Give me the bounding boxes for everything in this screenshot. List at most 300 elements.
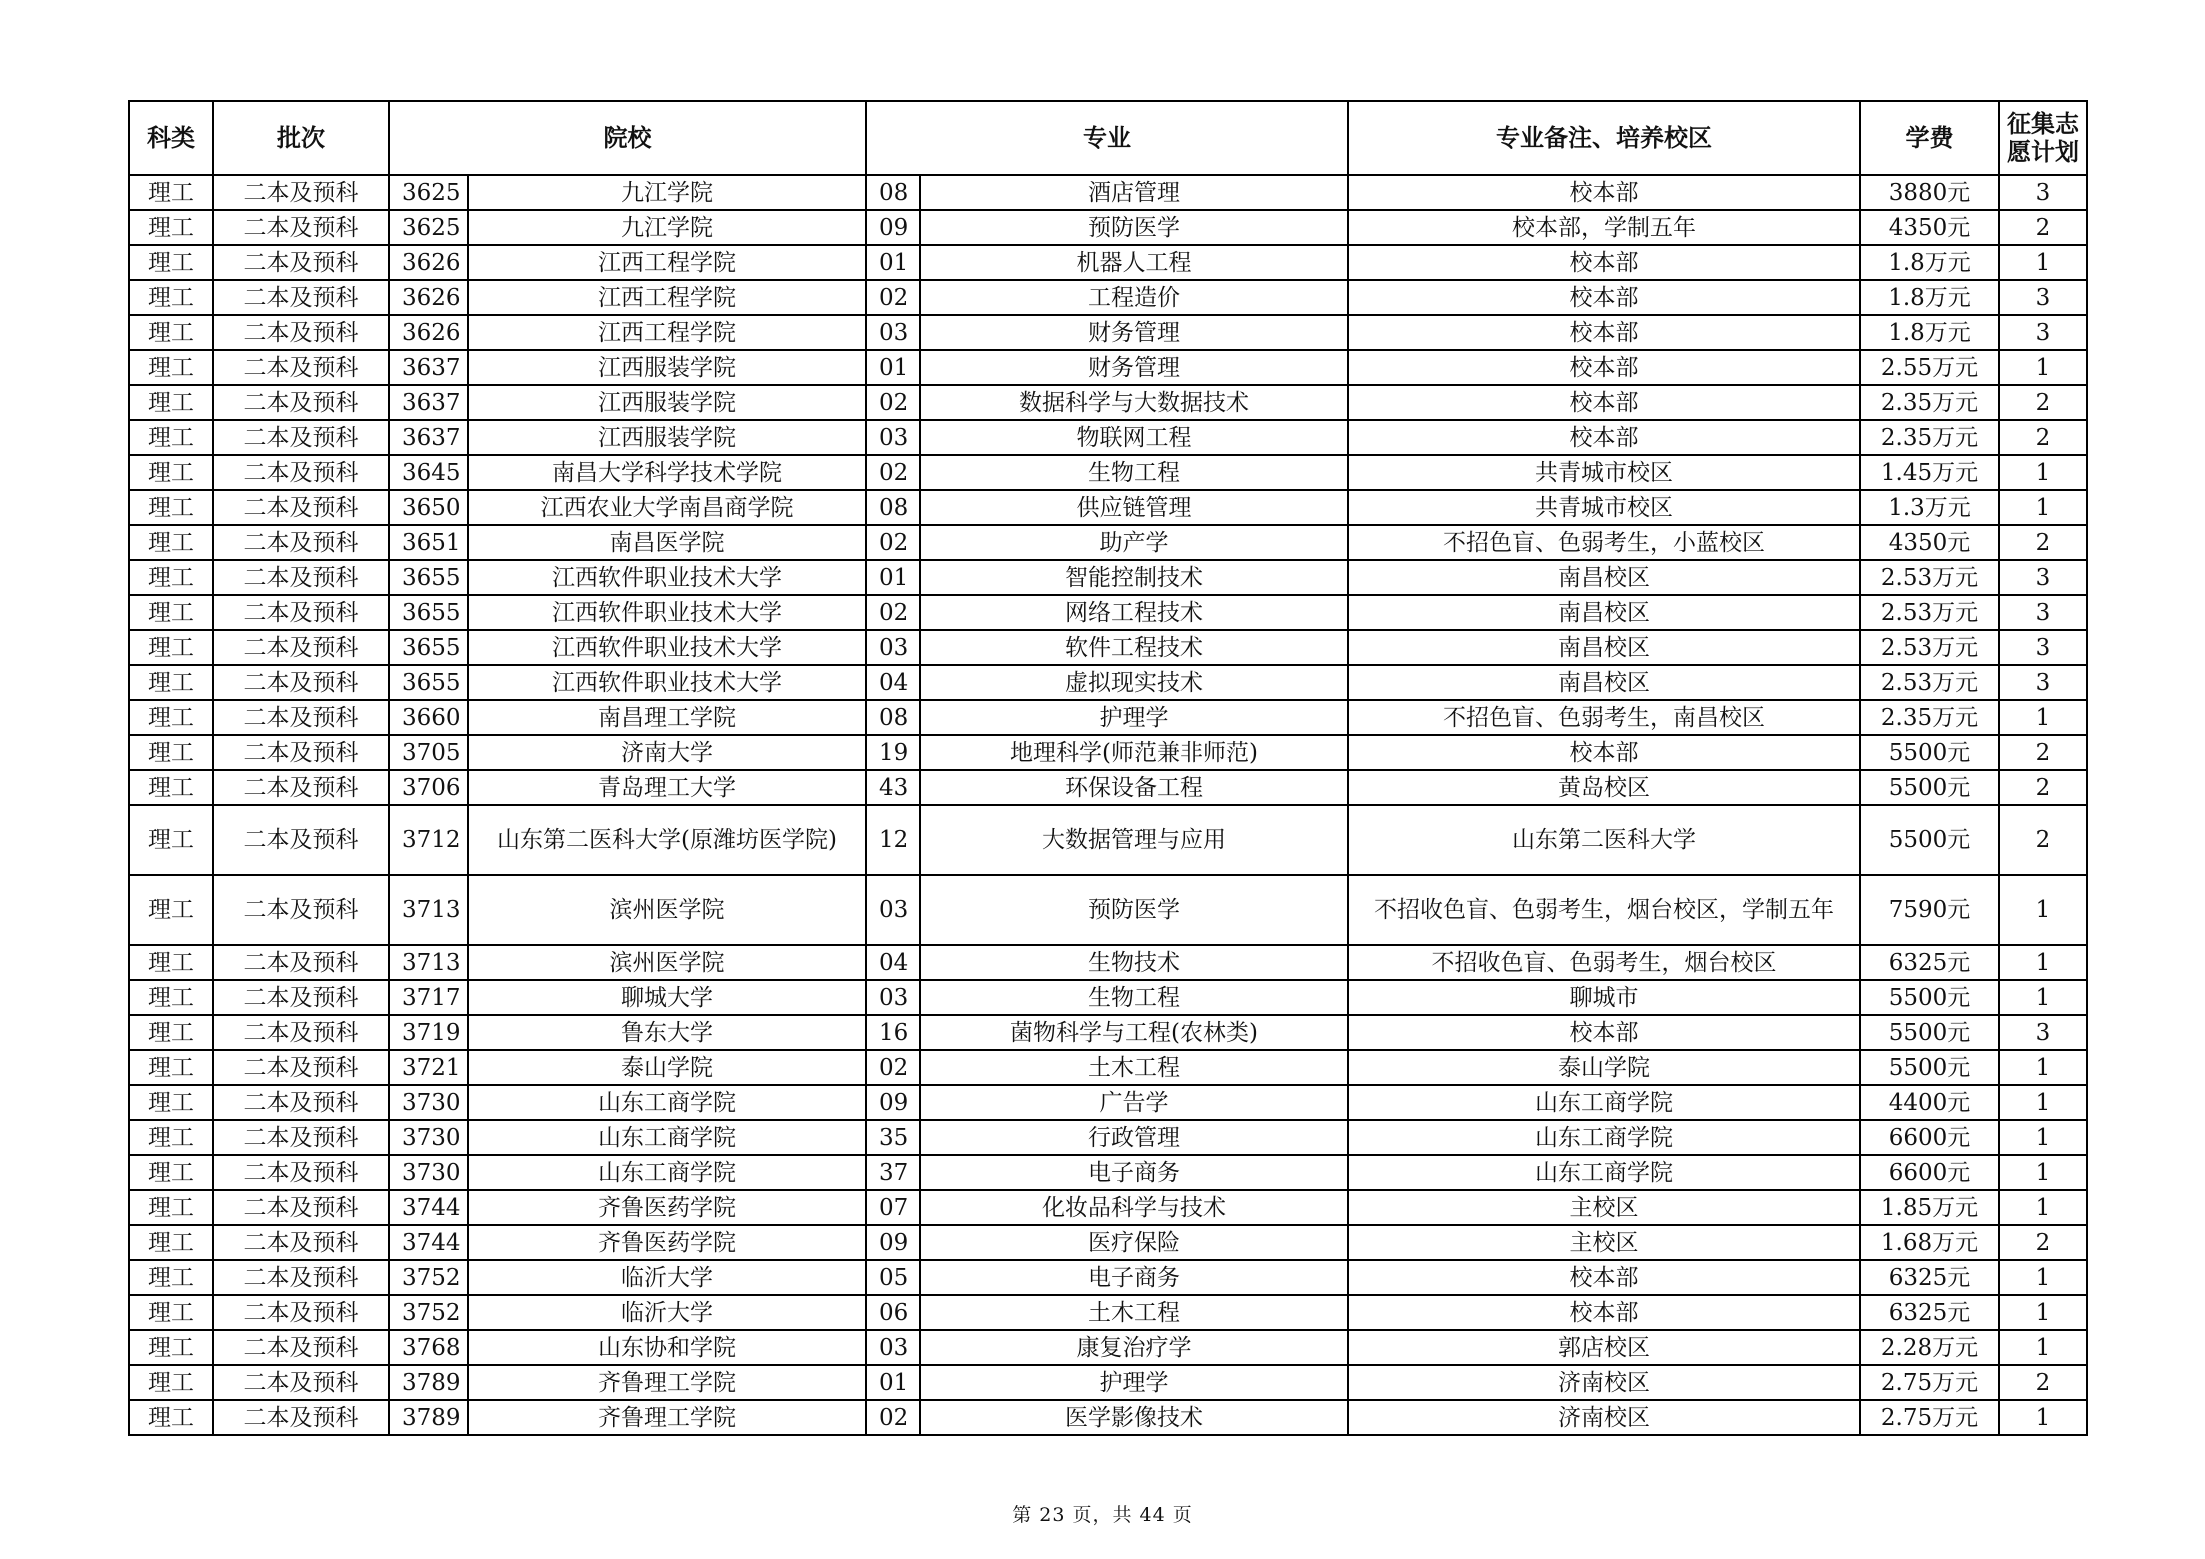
cell-batch: 二本及预科 xyxy=(213,1190,389,1225)
table-row xyxy=(129,420,2087,455)
cell-fee: 1.3万元 xyxy=(1860,490,1999,525)
cell-category: 理工 xyxy=(129,1400,213,1435)
cell-school-code: 3713 xyxy=(389,875,468,945)
cell-plan: 1 xyxy=(1999,1400,2087,1435)
cell-school-code: 3744 xyxy=(389,1225,468,1260)
cell-fee: 6325元 xyxy=(1860,1295,1999,1330)
cell-major-code: 02 xyxy=(866,595,920,630)
cell-fee: 2.53万元 xyxy=(1860,560,1999,595)
cell-note: 校本部 xyxy=(1348,280,1860,315)
cell-major-code: 03 xyxy=(866,875,920,945)
cell-category: 理工 xyxy=(129,245,213,280)
cell-batch: 二本及预科 xyxy=(213,875,389,945)
cell-school: 临沂大学 xyxy=(468,1260,866,1295)
cell-major-code: 06 xyxy=(866,1295,920,1330)
cell-category: 理工 xyxy=(129,1260,213,1295)
cell-batch: 二本及预科 xyxy=(213,805,389,875)
cell-category: 理工 xyxy=(129,665,213,700)
cell-batch: 二本及预科 xyxy=(213,490,389,525)
cell-note: 山东工商学院 xyxy=(1348,1155,1860,1190)
cell-note: 不招收色盲、色弱考生，烟台校区，学制五年 xyxy=(1348,875,1860,945)
cell-major-code: 02 xyxy=(866,1400,920,1435)
cell-batch: 二本及预科 xyxy=(213,1225,389,1260)
table-row xyxy=(129,490,2087,525)
cell-fee: 6600元 xyxy=(1860,1120,1999,1155)
cell-batch: 二本及预科 xyxy=(213,455,389,490)
cell-school: 鲁东大学 xyxy=(468,1015,866,1050)
cell-fee: 4350元 xyxy=(1860,525,1999,560)
cell-fee: 4400元 xyxy=(1860,1085,1999,1120)
cell-plan: 2 xyxy=(1999,385,2087,420)
table-row xyxy=(129,210,2087,245)
cell-major: 供应链管理 xyxy=(920,490,1348,525)
cell-major-code: 01 xyxy=(866,1365,920,1400)
cell-plan: 2 xyxy=(1999,1365,2087,1400)
table-row xyxy=(129,595,2087,630)
cell-plan: 1 xyxy=(1999,490,2087,525)
cell-fee: 1.8万元 xyxy=(1860,280,1999,315)
table-row xyxy=(129,1225,2087,1260)
cell-school: 济南大学 xyxy=(468,735,866,770)
cell-note: 共青城市校区 xyxy=(1348,490,1860,525)
cell-category: 理工 xyxy=(129,630,213,665)
cell-note: 校本部 xyxy=(1348,735,1860,770)
cell-school-code: 3637 xyxy=(389,350,468,385)
cell-major-code: 08 xyxy=(866,175,920,210)
cell-batch: 二本及预科 xyxy=(213,980,389,1015)
cell-plan: 1 xyxy=(1999,700,2087,735)
cell-fee: 1.8万元 xyxy=(1860,245,1999,280)
cell-plan: 3 xyxy=(1999,315,2087,350)
cell-major-code: 03 xyxy=(866,1330,920,1365)
cell-school-code: 3655 xyxy=(389,665,468,700)
cell-major: 工程造价 xyxy=(920,280,1348,315)
cell-note: 黄岛校区 xyxy=(1348,770,1860,805)
cell-note: 山东第二医科大学 xyxy=(1348,805,1860,875)
cell-major-code: 07 xyxy=(866,1190,920,1225)
cell-note: 济南校区 xyxy=(1348,1365,1860,1400)
cell-plan: 2 xyxy=(1999,210,2087,245)
cell-school: 齐鲁理工学院 xyxy=(468,1400,866,1435)
cell-fee: 5500元 xyxy=(1860,805,1999,875)
cell-fee: 5500元 xyxy=(1860,1050,1999,1085)
cell-major-code: 02 xyxy=(866,455,920,490)
cell-note: 南昌校区 xyxy=(1348,560,1860,595)
cell-plan: 3 xyxy=(1999,595,2087,630)
cell-batch: 二本及预科 xyxy=(213,1330,389,1365)
cell-major-code: 09 xyxy=(866,1085,920,1120)
cell-major: 护理学 xyxy=(920,1365,1348,1400)
cell-category: 理工 xyxy=(129,560,213,595)
cell-school-code: 3625 xyxy=(389,175,468,210)
cell-school: 山东工商学院 xyxy=(468,1085,866,1120)
cell-category: 理工 xyxy=(129,420,213,455)
cell-note: 共青城市校区 xyxy=(1348,455,1860,490)
cell-school: 青岛理工大学 xyxy=(468,770,866,805)
cell-category: 理工 xyxy=(129,280,213,315)
cell-plan: 1 xyxy=(1999,1260,2087,1295)
cell-category: 理工 xyxy=(129,875,213,945)
cell-major: 菌物科学与工程(农林类) xyxy=(920,1015,1348,1050)
cell-school: 江西服装学院 xyxy=(468,350,866,385)
cell-category: 理工 xyxy=(129,1330,213,1365)
cell-major: 虚拟现实技术 xyxy=(920,665,1348,700)
cell-category: 理工 xyxy=(129,490,213,525)
cell-fee: 1.45万元 xyxy=(1860,455,1999,490)
cell-major-code: 02 xyxy=(866,1050,920,1085)
cell-batch: 二本及预科 xyxy=(213,1015,389,1050)
cell-batch: 二本及预科 xyxy=(213,560,389,595)
cell-major: 电子商务 xyxy=(920,1260,1348,1295)
cell-note: 郭店校区 xyxy=(1348,1330,1860,1365)
cell-batch: 二本及预科 xyxy=(213,945,389,980)
cell-school: 江西软件职业技术大学 xyxy=(468,595,866,630)
cell-major-code: 16 xyxy=(866,1015,920,1050)
cell-note: 校本部 xyxy=(1348,245,1860,280)
cell-category: 理工 xyxy=(129,1050,213,1085)
cell-major: 酒店管理 xyxy=(920,175,1348,210)
cell-school: 江西工程学院 xyxy=(468,280,866,315)
table-row xyxy=(129,1190,2087,1225)
cell-category: 理工 xyxy=(129,1225,213,1260)
cell-category: 理工 xyxy=(129,770,213,805)
cell-school: 九江学院 xyxy=(468,175,866,210)
cell-note: 不招色盲、色弱考生，小蓝校区 xyxy=(1348,525,1860,560)
cell-note: 校本部 xyxy=(1348,1260,1860,1295)
cell-school-code: 3719 xyxy=(389,1015,468,1050)
cell-batch: 二本及预科 xyxy=(213,1085,389,1120)
cell-plan: 3 xyxy=(1999,630,2087,665)
cell-note: 不招收色盲、色弱考生，烟台校区 xyxy=(1348,945,1860,980)
cell-major-code: 03 xyxy=(866,315,920,350)
cell-major-code: 08 xyxy=(866,700,920,735)
cell-batch: 二本及预科 xyxy=(213,1400,389,1435)
cell-plan: 1 xyxy=(1999,875,2087,945)
cell-major: 环保设备工程 xyxy=(920,770,1348,805)
cell-major: 财务管理 xyxy=(920,315,1348,350)
cell-school-code: 3752 xyxy=(389,1295,468,1330)
cell-major: 助产学 xyxy=(920,525,1348,560)
cell-category: 理工 xyxy=(129,1015,213,1050)
cell-school-code: 3744 xyxy=(389,1190,468,1225)
cell-school: 江西农业大学南昌商学院 xyxy=(468,490,866,525)
cell-school-code: 3655 xyxy=(389,595,468,630)
cell-major-code: 02 xyxy=(866,280,920,315)
cell-category: 理工 xyxy=(129,525,213,560)
cell-school-code: 3730 xyxy=(389,1120,468,1155)
table-row xyxy=(129,1295,2087,1330)
table-row xyxy=(129,1365,2087,1400)
cell-school: 南昌大学科学技术学院 xyxy=(468,455,866,490)
cell-plan: 1 xyxy=(1999,1050,2087,1085)
table-row xyxy=(129,1120,2087,1155)
table-body xyxy=(129,175,2087,1435)
cell-school-code: 3637 xyxy=(389,420,468,455)
cell-major-code: 12 xyxy=(866,805,920,875)
cell-major: 电子商务 xyxy=(920,1155,1348,1190)
cell-batch: 二本及预科 xyxy=(213,1365,389,1400)
cell-batch: 二本及预科 xyxy=(213,525,389,560)
cell-major: 大数据管理与应用 xyxy=(920,805,1348,875)
cell-school-code: 3705 xyxy=(389,735,468,770)
cell-fee: 2.35万元 xyxy=(1860,700,1999,735)
cell-batch: 二本及预科 xyxy=(213,1120,389,1155)
cell-category: 理工 xyxy=(129,805,213,875)
cell-note: 不招色盲、色弱考生，南昌校区 xyxy=(1348,700,1860,735)
cell-category: 理工 xyxy=(129,700,213,735)
cell-batch: 二本及预科 xyxy=(213,280,389,315)
cell-school-code: 3650 xyxy=(389,490,468,525)
cell-major: 行政管理 xyxy=(920,1120,1348,1155)
cell-plan: 1 xyxy=(1999,455,2087,490)
cell-note: 校本部 xyxy=(1348,1295,1860,1330)
page-number: 第 23 页，共 44 页 xyxy=(1012,1504,1193,1526)
cell-category: 理工 xyxy=(129,1365,213,1400)
cell-major-code: 01 xyxy=(866,350,920,385)
cell-school: 齐鲁医药学院 xyxy=(468,1225,866,1260)
cell-batch: 二本及预科 xyxy=(213,210,389,245)
cell-plan: 3 xyxy=(1999,665,2087,700)
cell-school: 山东工商学院 xyxy=(468,1155,866,1190)
header-school: 院校 xyxy=(389,101,866,175)
cell-plan: 2 xyxy=(1999,770,2087,805)
cell-plan: 1 xyxy=(1999,980,2087,1015)
cell-fee: 2.53万元 xyxy=(1860,595,1999,630)
cell-school-code: 3713 xyxy=(389,945,468,980)
table-row xyxy=(129,350,2087,385)
cell-school: 九江学院 xyxy=(468,210,866,245)
cell-major-code: 04 xyxy=(866,945,920,980)
cell-plan: 3 xyxy=(1999,560,2087,595)
cell-note: 校本部 xyxy=(1348,315,1860,350)
cell-major: 医学影像技术 xyxy=(920,1400,1348,1435)
cell-school: 江西软件职业技术大学 xyxy=(468,630,866,665)
cell-major-code: 37 xyxy=(866,1155,920,1190)
cell-major-code: 02 xyxy=(866,385,920,420)
cell-fee: 2.35万元 xyxy=(1860,420,1999,455)
cell-fee: 5500元 xyxy=(1860,1015,1999,1050)
table-row xyxy=(129,805,2087,875)
cell-major-code: 09 xyxy=(866,210,920,245)
cell-major: 物联网工程 xyxy=(920,420,1348,455)
cell-school-code: 3637 xyxy=(389,385,468,420)
cell-school: 齐鲁医药学院 xyxy=(468,1190,866,1225)
cell-batch: 二本及预科 xyxy=(213,350,389,385)
table-row xyxy=(129,280,2087,315)
table-row xyxy=(129,735,2087,770)
cell-school-code: 3626 xyxy=(389,245,468,280)
header-note: 专业备注、培养校区 xyxy=(1348,101,1860,175)
cell-major-code: 03 xyxy=(866,630,920,665)
cell-major-code: 03 xyxy=(866,420,920,455)
cell-fee: 2.75万元 xyxy=(1860,1400,1999,1435)
header-plan: 征集志愿计划 xyxy=(1999,101,2087,175)
cell-fee: 6325元 xyxy=(1860,945,1999,980)
cell-fee: 1.85万元 xyxy=(1860,1190,1999,1225)
cell-category: 理工 xyxy=(129,595,213,630)
cell-category: 理工 xyxy=(129,1120,213,1155)
cell-fee: 5500元 xyxy=(1860,735,1999,770)
cell-major: 护理学 xyxy=(920,700,1348,735)
cell-school-code: 3730 xyxy=(389,1155,468,1190)
cell-major: 数据科学与大数据技术 xyxy=(920,385,1348,420)
cell-fee: 1.68万元 xyxy=(1860,1225,1999,1260)
cell-note: 校本部 xyxy=(1348,385,1860,420)
table-row xyxy=(129,385,2087,420)
table-row xyxy=(129,980,2087,1015)
cell-major: 医疗保险 xyxy=(920,1225,1348,1260)
cell-school-code: 3730 xyxy=(389,1085,468,1120)
cell-batch: 二本及预科 xyxy=(213,630,389,665)
cell-note: 南昌校区 xyxy=(1348,665,1860,700)
cell-school-code: 3660 xyxy=(389,700,468,735)
cell-school-code: 3655 xyxy=(389,560,468,595)
cell-major: 预防医学 xyxy=(920,210,1348,245)
cell-batch: 二本及预科 xyxy=(213,420,389,455)
cell-batch: 二本及预科 xyxy=(213,735,389,770)
cell-category: 理工 xyxy=(129,350,213,385)
table-row xyxy=(129,665,2087,700)
cell-major: 土木工程 xyxy=(920,1050,1348,1085)
cell-plan: 2 xyxy=(1999,1225,2087,1260)
cell-category: 理工 xyxy=(129,1190,213,1225)
cell-school-code: 3625 xyxy=(389,210,468,245)
table-header-row xyxy=(129,101,2087,175)
cell-major: 生物技术 xyxy=(920,945,1348,980)
cell-fee: 4350元 xyxy=(1860,210,1999,245)
cell-category: 理工 xyxy=(129,735,213,770)
cell-note: 济南校区 xyxy=(1348,1400,1860,1435)
cell-fee: 5500元 xyxy=(1860,770,1999,805)
cell-fee: 2.55万元 xyxy=(1860,350,1999,385)
cell-batch: 二本及预科 xyxy=(213,1050,389,1085)
cell-batch: 二本及预科 xyxy=(213,770,389,805)
cell-note: 泰山学院 xyxy=(1348,1050,1860,1085)
cell-batch: 二本及预科 xyxy=(213,175,389,210)
cell-major: 广告学 xyxy=(920,1085,1348,1120)
table-row xyxy=(129,455,2087,490)
cell-note: 南昌校区 xyxy=(1348,630,1860,665)
cell-note: 聊城市 xyxy=(1348,980,1860,1015)
cell-school: 山东工商学院 xyxy=(468,1120,866,1155)
cell-plan: 3 xyxy=(1999,280,2087,315)
table-row xyxy=(129,1260,2087,1295)
cell-batch: 二本及预科 xyxy=(213,1260,389,1295)
table-row xyxy=(129,525,2087,560)
table-row xyxy=(129,1015,2087,1050)
cell-major-code: 43 xyxy=(866,770,920,805)
cell-major: 康复治疗学 xyxy=(920,1330,1348,1365)
cell-category: 理工 xyxy=(129,385,213,420)
cell-major: 软件工程技术 xyxy=(920,630,1348,665)
cell-major-code: 01 xyxy=(866,560,920,595)
cell-school-code: 3626 xyxy=(389,280,468,315)
cell-school: 临沂大学 xyxy=(468,1295,866,1330)
cell-school: 滨州医学院 xyxy=(468,945,866,980)
cell-school: 山东第二医科大学(原潍坊医学院) xyxy=(468,805,866,875)
cell-fee: 6325元 xyxy=(1860,1260,1999,1295)
table-row xyxy=(129,945,2087,980)
cell-plan: 1 xyxy=(1999,1155,2087,1190)
table-row xyxy=(129,630,2087,665)
cell-major: 网络工程技术 xyxy=(920,595,1348,630)
cell-note: 校本部 xyxy=(1348,175,1860,210)
admission-plan-table xyxy=(128,100,2088,1436)
cell-school-code: 3651 xyxy=(389,525,468,560)
table-row xyxy=(129,560,2087,595)
cell-fee: 2.28万元 xyxy=(1860,1330,1999,1365)
cell-major-code: 02 xyxy=(866,525,920,560)
cell-school-code: 3626 xyxy=(389,315,468,350)
cell-school-code: 3789 xyxy=(389,1365,468,1400)
cell-note: 南昌校区 xyxy=(1348,595,1860,630)
cell-school-code: 3712 xyxy=(389,805,468,875)
cell-fee: 3880元 xyxy=(1860,175,1999,210)
cell-school: 江西软件职业技术大学 xyxy=(468,560,866,595)
cell-note: 校本部 xyxy=(1348,420,1860,455)
cell-school-code: 3752 xyxy=(389,1260,468,1295)
table-row xyxy=(129,770,2087,805)
header-major: 专业 xyxy=(866,101,1348,175)
cell-school: 南昌理工学院 xyxy=(468,700,866,735)
cell-major-code: 35 xyxy=(866,1120,920,1155)
cell-school-code: 3768 xyxy=(389,1330,468,1365)
cell-note: 主校区 xyxy=(1348,1190,1860,1225)
header-batch: 批次 xyxy=(213,101,389,175)
cell-school-code: 3645 xyxy=(389,455,468,490)
cell-plan: 1 xyxy=(1999,1085,2087,1120)
cell-note: 校本部 xyxy=(1348,350,1860,385)
cell-major: 机器人工程 xyxy=(920,245,1348,280)
table-row xyxy=(129,700,2087,735)
cell-fee: 1.8万元 xyxy=(1860,315,1999,350)
cell-fee: 2.35万元 xyxy=(1860,385,1999,420)
cell-category: 理工 xyxy=(129,945,213,980)
header-category: 科类 xyxy=(129,101,213,175)
cell-note: 山东工商学院 xyxy=(1348,1120,1860,1155)
cell-batch: 二本及预科 xyxy=(213,245,389,280)
cell-plan: 3 xyxy=(1999,175,2087,210)
cell-major-code: 04 xyxy=(866,665,920,700)
cell-batch: 二本及预科 xyxy=(213,595,389,630)
cell-category: 理工 xyxy=(129,315,213,350)
cell-note: 山东工商学院 xyxy=(1348,1085,1860,1120)
cell-school-code: 3706 xyxy=(389,770,468,805)
cell-category: 理工 xyxy=(129,1295,213,1330)
cell-batch: 二本及预科 xyxy=(213,700,389,735)
cell-fee: 2.75万元 xyxy=(1860,1365,1999,1400)
cell-school-code: 3721 xyxy=(389,1050,468,1085)
cell-plan: 1 xyxy=(1999,1330,2087,1365)
cell-school: 江西工程学院 xyxy=(468,245,866,280)
table-row xyxy=(129,1400,2087,1435)
cell-school-code: 3789 xyxy=(389,1400,468,1435)
cell-major-code: 05 xyxy=(866,1260,920,1295)
cell-category: 理工 xyxy=(129,455,213,490)
cell-major-code: 08 xyxy=(866,490,920,525)
cell-fee: 2.53万元 xyxy=(1860,665,1999,700)
cell-school: 聊城大学 xyxy=(468,980,866,1015)
cell-school: 泰山学院 xyxy=(468,1050,866,1085)
cell-school: 山东协和学院 xyxy=(468,1330,866,1365)
cell-school: 江西工程学院 xyxy=(468,315,866,350)
table-row xyxy=(129,245,2087,280)
cell-category: 理工 xyxy=(129,1085,213,1120)
cell-major-code: 09 xyxy=(866,1225,920,1260)
cell-school: 南昌医学院 xyxy=(468,525,866,560)
cell-plan: 1 xyxy=(1999,350,2087,385)
cell-major-code: 03 xyxy=(866,980,920,1015)
